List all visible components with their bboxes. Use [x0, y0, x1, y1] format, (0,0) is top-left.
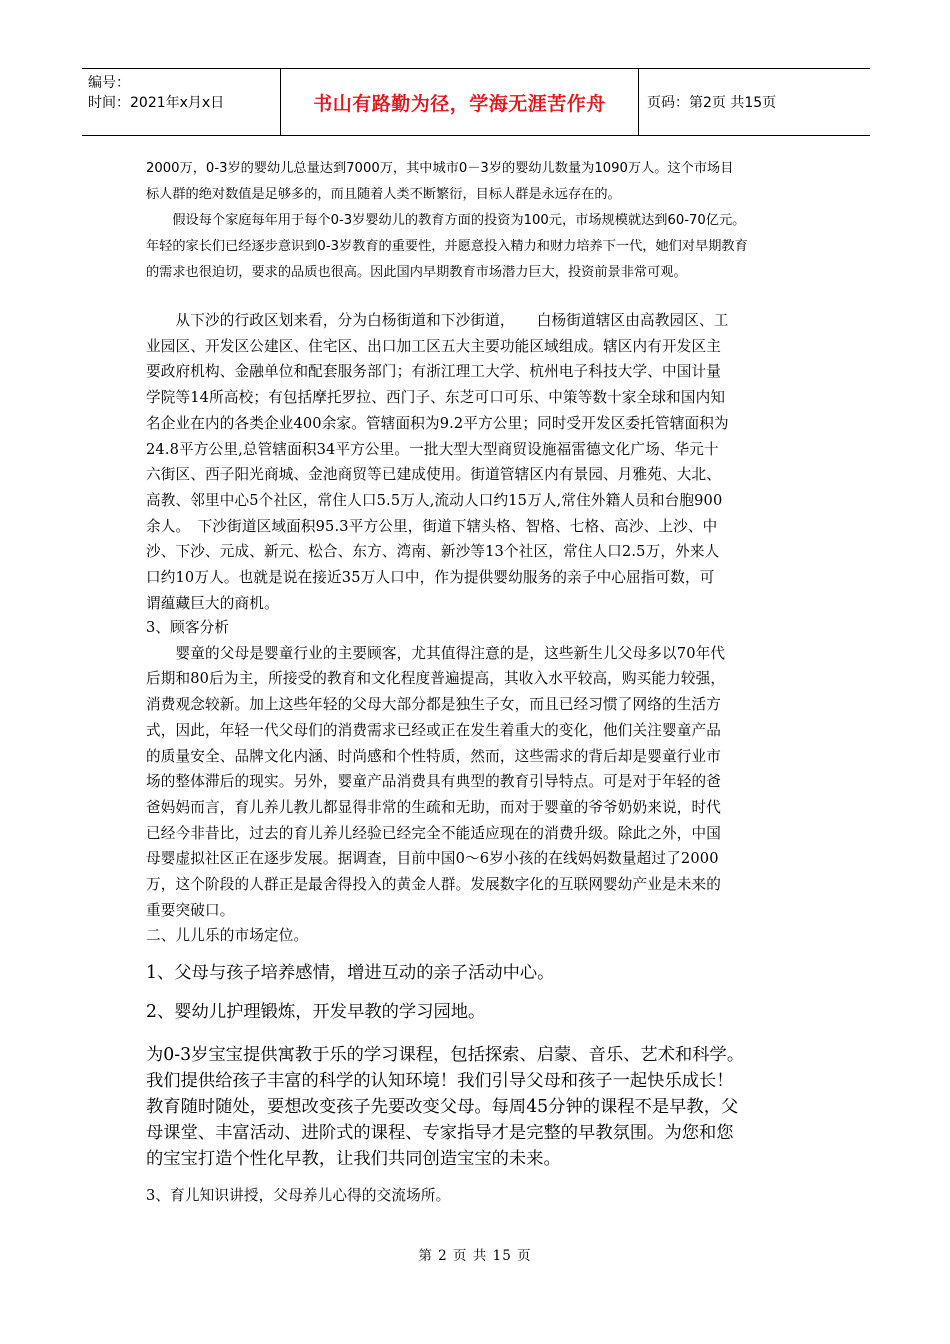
- text-line: 为0-3岁宝宝提供寓教于乐的学习课程，包括探索、启蒙、音乐、艺术和科学。: [146, 1045, 745, 1065]
- text-line: 场的整体滞后的现实。另外，婴童产品消费具有典型的教育引导特点。可是对于年轻的爸: [146, 773, 722, 791]
- text-line: 的需求也很迫切，要求的品质也很高。因此国内早期教育市场潜力巨大，投资前景非常可观。: [146, 265, 687, 280]
- text-line: 业园区、开发区公建区、住宅区、出口加工区五大主要功能区域组成。辖区内有开发区主: [146, 337, 722, 355]
- document-number-label: 编号：: [88, 75, 130, 91]
- text-line: 的质量安全、品牌文化内涵、时尚感和个性特质，然而，这些需求的背后却是婴童行业市: [146, 747, 722, 765]
- header-page-info: 页码：第2页 共15页: [647, 95, 777, 111]
- text-line: 后期和80后为主，所接受的教育和文化程度普遍提高，其收入水平较高，购买能力较强，: [146, 670, 726, 688]
- positioning-item-2: 2、婴幼儿护理锻炼，开发早教的学习园地。: [146, 1002, 486, 1022]
- text-line: 高教、邻里中心5个社区，常住人口5.5万人,流动人口约15万人,常住外籍人员和台胞900: [146, 491, 723, 509]
- document-time-label: 时间：2021年x月x日: [88, 95, 225, 111]
- text-line: 谓蕴藏巨大的商机。: [146, 594, 279, 612]
- text-line: 教育随时随处，要想改变孩子先要改变父母。每周45分钟的课程不是早教，父: [146, 1097, 739, 1117]
- positioning-item-1: 1、父母与孩子培养感情，增进互动的亲子活动中心。: [146, 963, 555, 983]
- region-paragraph: [146, 308, 808, 616]
- text-line: 的宝宝打造个性化早教，让我们共同创造宝宝的未来。: [146, 1149, 561, 1169]
- text-line: 六街区、西子阳光商城、金池商贸等已建成使用。街道管辖区内有景园、月雅苑、大北、: [146, 466, 722, 484]
- text-line: 从下沙的行政区划来看，分为白杨街道和下沙街道， 白杨街道辖区由高教园区、工: [146, 312, 729, 329]
- text-line: 母课堂、丰富活动、进阶式的课程、专家指导才是完整的早教氛围。为您和您: [146, 1123, 734, 1143]
- text-line: 式，因此，年轻一代父母们的消费需求已经或正在发生着重大的变化，他们关注婴童产品: [146, 721, 722, 739]
- text-line: 母婴虚拟社区正在逐步发展。据调查，目前中国0～6岁小孩的在线妈妈数量超过了2000: [146, 850, 719, 868]
- text-line: 年轻的家长们已经逐步意识到0-3岁教育的重要性，并愿意投入精力和财力培养下一代，她们对早期教育: [146, 239, 748, 254]
- page-footer: 第 2 页 共 15 页: [418, 1248, 532, 1264]
- text-line: 2000万，0-3岁的婴幼儿总量达到7000万，其中城市0－3岁的婴幼儿数量为1090万人。这个市场目: [146, 161, 734, 176]
- section-heading: 二、儿儿乐的市场定位。: [146, 927, 309, 945]
- text-line: 学院等14所高校；有包括摩托罗拉、西门子、东芝可口可乐、中策等数十家全球和国内知: [146, 389, 726, 407]
- customer-analysis-section: [146, 615, 808, 949]
- positioning-item-3: 3、育儿知识讲授，父母养儿心得的交流场所。: [146, 1187, 451, 1204]
- text-line: 24.8平方公里,总管辖面积34平方公里。一批大型大型商贸设施福雷德文化广场、华元十: [146, 440, 719, 458]
- text-line: 爸妈妈而言，育儿养儿教儿都显得非常的生疏和无助，而对于婴童的爷爷奶奶来说，时代: [146, 798, 722, 816]
- header-meta-cell: [82, 69, 281, 135]
- text-line: 名企业在内的各类企业400余家。管辖面积为9.2平方公里；同时受开发区委托管辖面积为: [146, 414, 729, 432]
- market-size-paragraph: [146, 156, 808, 286]
- text-line: 万，这个阶段的人群正是最舍得投入的黄金人群。发展数字化的互联网婴幼产业是未来的: [146, 876, 722, 894]
- text-line: 沙、下沙、元成、新元、松合、东方、湾南、新沙等13个社区，常住人口2.5万，外来人: [146, 543, 720, 561]
- curriculum-paragraph: [146, 1042, 808, 1172]
- text-line: 标人群的绝对数值是足够多的，而且随着人类不断繁衍，目标人群是永远存在的。: [146, 187, 621, 202]
- header-motto: 书山有路勤为径，学海无涯苦作舟: [281, 69, 639, 135]
- text-line: 要政府机构、金融单位和配套服务部门；有浙江理工大学、杭州电子科技大学、中国计量: [146, 363, 722, 381]
- text-line: 口约10万人。也就是说在接近35万人口中，作为提供婴幼服务的亲子中心屈指可数，可: [146, 569, 715, 587]
- section-heading: 3、顾客分析: [146, 619, 230, 636]
- text-line: 消费观念较新。加上这些年轻的父母大部分都是独生子女，而且已经习惯了网络的生活方: [146, 696, 722, 714]
- text-line: 重要突破口。: [146, 901, 235, 919]
- text-line: 已经今非昔比，过去的育儿养儿经验已经完全不能适应现在的消费升级。除此之外，中国: [146, 824, 722, 842]
- text-line: 我们提供给孩子丰富的科学的认知环境！我们引导父母和孩子一起快乐成长！: [146, 1071, 734, 1091]
- text-line: 假设每个家庭每年用于每个0-3岁婴幼儿的教育方面的投资为100元，市场规模就达到60-70亿元。: [146, 213, 746, 228]
- text-line: 余人。 下沙街道区域面积95.3平方公里，街道下辖头格、智格、七格、高沙、上沙、中: [146, 517, 718, 535]
- page-header: [82, 68, 870, 136]
- text-line: 婴童的父母是婴童行业的主要顾客，尤其值得注意的是，这些新生儿父母多以70年代: [146, 644, 726, 662]
